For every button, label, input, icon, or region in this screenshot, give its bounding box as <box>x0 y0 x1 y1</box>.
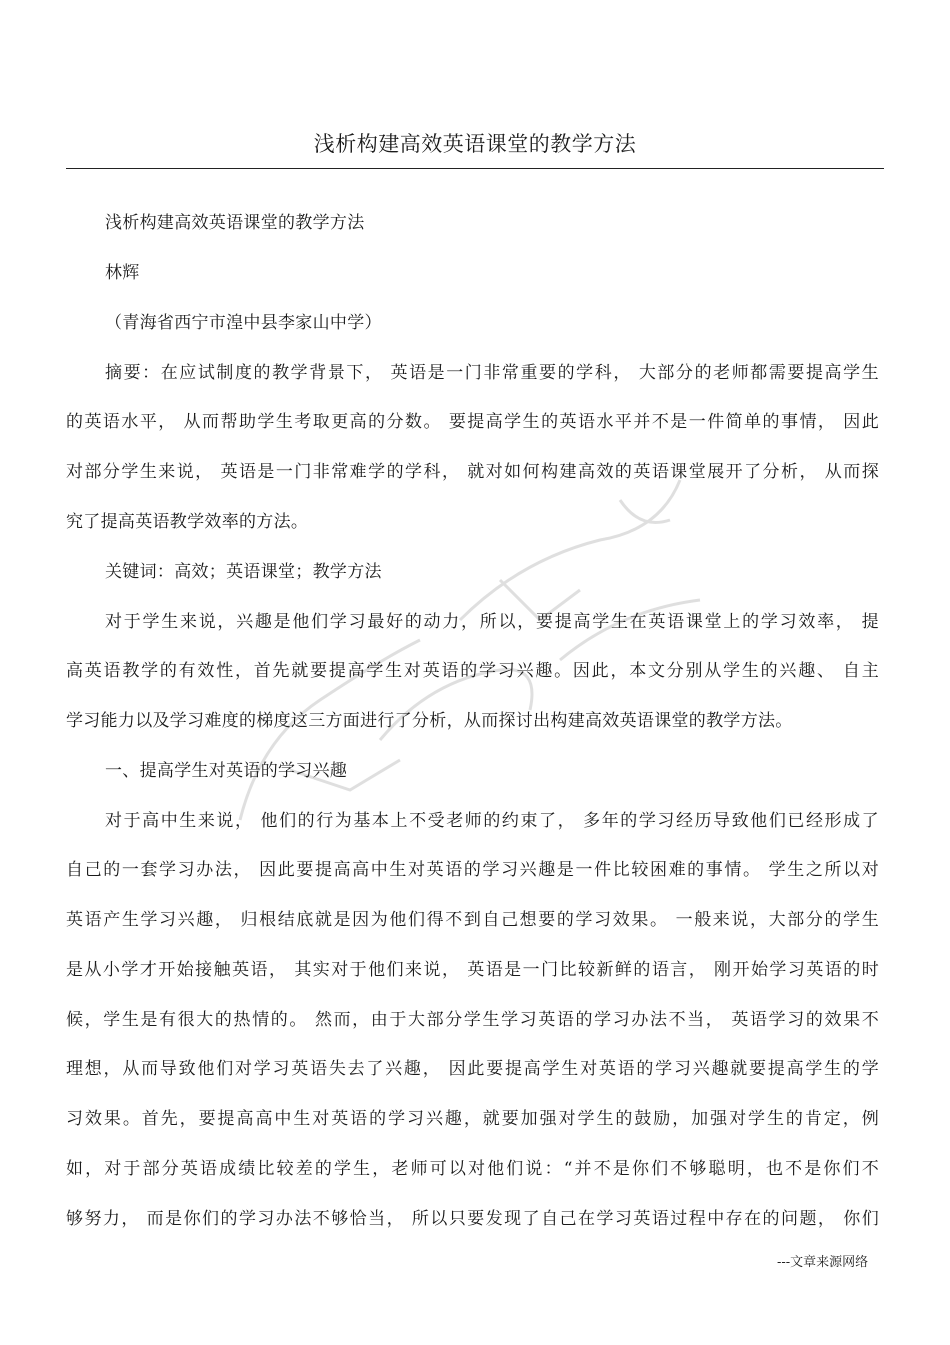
text-line: 候，学生是有很大的热情的。 然而，由于大部分学生学习英语的学习办法不当， 英语学习的效果不 <box>66 1010 879 1030</box>
text-line: 对于学生来说，兴趣是他们学习最好的动力，所以，要提高学生在英语课堂上的学习效率， 提 <box>105 612 879 632</box>
text-line: 理想，从而导致他们对学习英语失去了兴趣， 因此要提高学生对英语的学习兴趣就要提高学生的学 <box>66 1059 879 1079</box>
text-line: 林辉 <box>105 263 140 283</box>
watermark-stamp <box>200 440 760 860</box>
text-line: 是从小学才开始接触英语， 其实对于他们来说， 英语是一门比较新鲜的语言， 刚开始学习英语的时 <box>66 960 879 980</box>
text-line: 自己的一套学习办法， 因此要提高高中生对英语的学习兴趣是一件比较困难的事情。 学生之所以对 <box>66 860 879 880</box>
text-line: 够努力， 而是你们的学习办法不够恰当， 所以只要发现了自己在学习英语过程中存在的问题， 你们 <box>66 1209 879 1229</box>
text-line: 习效果。首先，要提高高中生对英语的学习兴趣，就要加强对学生的鼓励，加强对学生的肯定，例 <box>66 1109 879 1129</box>
text-line: 对于高中生来说， 他们的行为基本上不受老师的约束了， 多年的学习经历导致他们已经形成了 <box>105 811 879 831</box>
title-divider <box>66 168 884 169</box>
text-line: 对部分学生来说， 英语是一门非常难学的学科， 就对如何构建高效的英语课堂展开了分析， 从而探 <box>66 462 879 482</box>
page-title: 浅析构建高效英语课堂的教学方法 <box>313 132 637 156</box>
text-line: 英语产生学习兴趣， 归根结底就是因为他们得不到自己想要的学习效果。 一般来说，大部分的学生 <box>66 910 879 930</box>
text-line: 高英语教学的有效性，首先就要提高学生对英语的学习兴趣。因此，本文分别从学生的兴趣、 自主 <box>66 661 879 681</box>
text-line: 学习能力以及学习难度的梯度这三方面进行了分析，从而探讨出构建高效英语课堂的教学方法。 <box>66 711 793 731</box>
section-heading: 一、提高学生对英语的学习兴趣 <box>105 761 348 781</box>
text-line: 浅析构建高效英语课堂的教学方法 <box>105 213 365 233</box>
text-line: 究了提高英语教学效率的方法。 <box>66 512 309 532</box>
text-line: 的英语水平， 从而帮助学生考取更高的分数。 要提高学生的英语水平并不是一件简单的事情， 因此 <box>66 412 879 432</box>
text-line: （青海省西宁市湟中县李家山中学） <box>105 313 382 333</box>
text-line: 关键词：高效；英语课堂；教学方法 <box>105 562 382 582</box>
source-footer: ---文章来源网络 <box>777 1255 869 1270</box>
text-line: 摘要：在应试制度的教学背景下， 英语是一门非常重要的学科， 大部分的老师都需要提高学生 <box>105 363 879 383</box>
text-line: 如，对于部分英语成绩比较差的学生，老师可以对他们说：“并不是你们不够聪明，也不是你们不 <box>66 1159 879 1179</box>
